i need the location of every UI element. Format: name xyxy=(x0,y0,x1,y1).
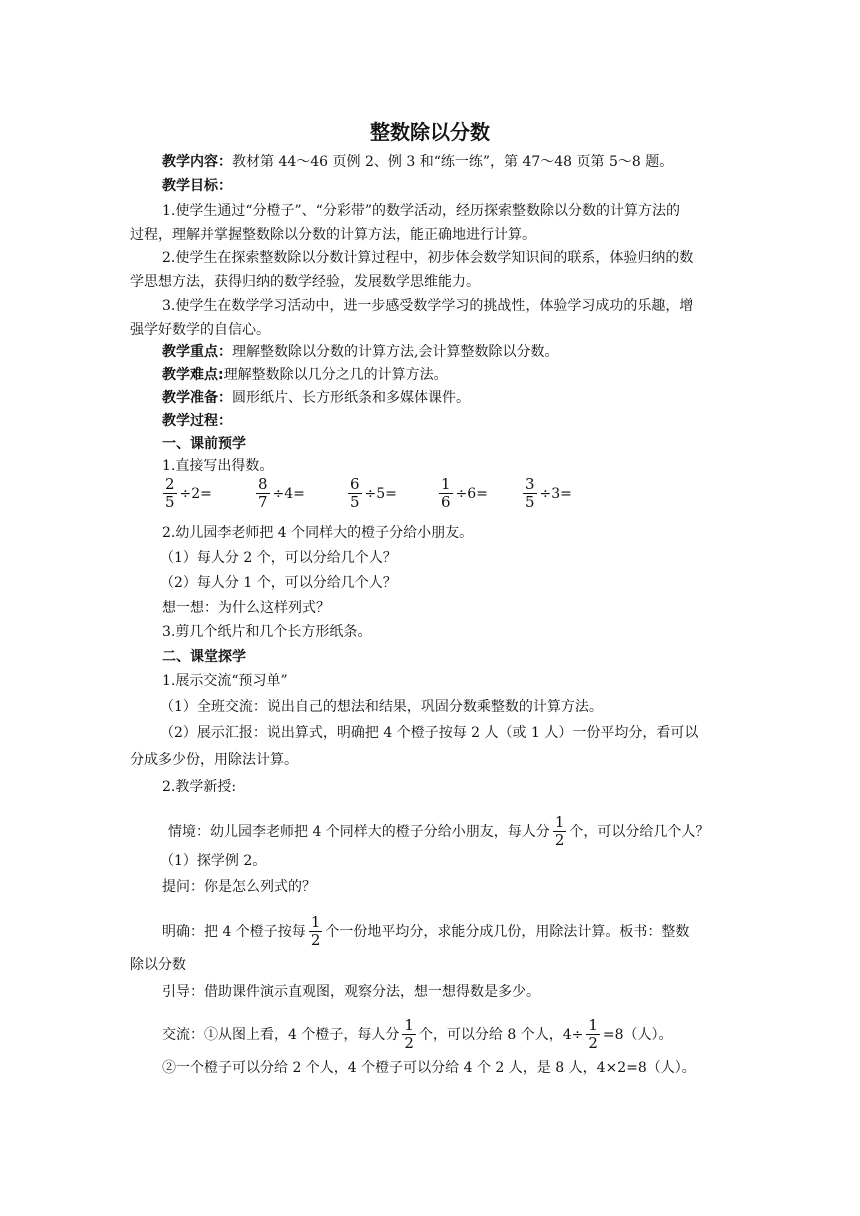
fraction: $\frac{3}{5}$ xyxy=(525,475,535,511)
s2-clear xyxy=(162,914,689,949)
goal-2-line-1: 2.使学生在探索整数除以分数计算过程中，初步体会数学知识间的联系，体验归纳的数 xyxy=(162,250,694,266)
s2-example: （1）探学例 2。 xyxy=(160,853,267,869)
scenario xyxy=(168,814,709,849)
teaching-content xyxy=(162,152,673,172)
s1-item-3: 3.剪几个纸片和几个长方形纸条。 xyxy=(162,624,372,640)
prep-text: 圆形纸片、长方形纸条和多媒体课件。 xyxy=(232,390,470,406)
s2-item-2: 2.教学新授: xyxy=(162,779,237,795)
fraction: $\frac{1}{6}$ xyxy=(441,475,451,511)
s1-item-2: 2.幼儿园李老师把 4 个同样大的橙子分给小朋友。 xyxy=(162,525,474,541)
s2-p2-line-2: 分成多少份，用除法计算。 xyxy=(130,752,298,768)
s1-item-1: 1.直接写出得数。 xyxy=(162,458,274,474)
content-text: 教材第 44～46 页例 2、例 3 和“练一练”，第 47～48 页第 5～8 题。 xyxy=(232,154,674,170)
difficulty xyxy=(162,365,448,385)
difficulty-text: 理解整数除以几分之几的计算方法。 xyxy=(223,367,448,383)
goal-3-line-1: 3.使学生在数学学习活动中，进一步感受数学学习的挑战性，体验学习成功的乐趣，增 xyxy=(162,298,694,314)
prep-label: 教学准备： xyxy=(162,390,232,406)
s1-q1: （1）每人分 2 个，可以分给几个人？ xyxy=(160,550,397,566)
page-title: 整数除以分数 xyxy=(370,120,490,144)
clear-text-b: 个一份地平均分，求能分成几份，用除法计算。板书：整数 xyxy=(325,923,690,940)
process-label: 教学过程： xyxy=(162,413,232,429)
s2-p1: （1）全班交流：说出自己的想法和结果，巩固分数乘整数的计算方法。 xyxy=(160,699,603,715)
key-label: 教学重点： xyxy=(162,344,232,360)
s2-exchange-2: ②一个橙子可以分给 2 个人，4 个橙子可以分给 4 个 2 人，是 8 人，4×2=8（人）。 xyxy=(162,1060,696,1076)
s2-ask: 提问：你是怎么列式的？ xyxy=(162,879,316,895)
calc-4: $\frac{1}{6}$ ÷6= xyxy=(441,475,488,511)
fraction: $\frac{8}{7}$ xyxy=(258,475,268,511)
ex1-text-c: =8（人）。 xyxy=(602,1026,673,1043)
clear-text-a: 明确：把 4 个橙子按每 xyxy=(162,923,306,940)
ex1-text-a: 交流：①从图上看，4 个橙子，每人分 xyxy=(162,1026,400,1043)
s2-clear-line-2: 除以分数 xyxy=(130,957,186,973)
scenario-text-b: 个，可以分给几个人？ xyxy=(569,823,710,840)
content-label: 教学内容： xyxy=(162,154,232,170)
calc-5: $\frac{3}{5}$ ÷3= xyxy=(525,475,572,511)
goal-2-line-2: 学思想方法，获得归纳的数学经验，发展数学思维能力。 xyxy=(130,274,480,290)
scenario-text-a: 情境：幼儿园李老师把 4 个同样大的橙子分给小朋友，每人分 xyxy=(168,823,550,840)
s2-guide: 引导：借助课件演示直观图，观察分法，想一想得数是多少。 xyxy=(162,984,540,1000)
fraction: $\frac{2}{5}$ xyxy=(165,475,175,511)
preparation xyxy=(162,388,470,408)
s2-item-1: 1.展示交流“预习单” xyxy=(162,673,288,689)
section-2-heading: 二、课堂探学 xyxy=(162,649,246,665)
section-1-heading: 一、课前预学 xyxy=(162,436,246,452)
s2-exchange-1 xyxy=(162,1017,673,1052)
calc-3: $\frac{6}{5}$ ÷5= xyxy=(350,475,397,511)
fraction-half: $\frac{1}{2}$ xyxy=(404,1016,414,1052)
s1-q2: （2）每人分 1 个，可以分给几个人？ xyxy=(160,575,397,591)
fraction-half: $\frac{1}{2}$ xyxy=(588,1016,598,1052)
s1-think: 想一想：为什么这样列式？ xyxy=(162,600,330,616)
fraction-half: $\frac{1}{2}$ xyxy=(554,813,565,849)
goal-1-line-1: 1.使学生通过“分橙子”、“分彩带”的数学活动，经历探索整数除以分数的计算方法的 xyxy=(162,203,680,219)
difficulty-label: 教学难点: xyxy=(162,367,224,383)
goals-label: 教学目标： xyxy=(162,178,232,194)
goal-3-line-2: 强学好数学的自信心。 xyxy=(130,322,270,338)
fraction-half: $\frac{1}{2}$ xyxy=(310,913,321,949)
key-point xyxy=(162,342,558,362)
calc-1: $\frac{2}{5}$ ÷2= xyxy=(165,475,212,511)
goal-1-line-2: 过程，理解并掌握整数除以分数的计算方法，能正确地进行计算。 xyxy=(130,227,536,243)
s2-p2-line-1: （2）展示汇报：说出算式，明确把 4 个橙子按每 2 人（或 1 人）一份平均分，看可以 xyxy=(160,725,699,741)
calc-2: $\frac{8}{7}$ ÷4= xyxy=(258,475,305,511)
ex1-text-b: 个，可以分给 8 个人，4÷ xyxy=(418,1026,584,1043)
key-text: 理解整数除以分数的计算方法,会计算整数除以分数。 xyxy=(232,344,559,360)
fraction: $\frac{6}{5}$ xyxy=(350,475,360,511)
